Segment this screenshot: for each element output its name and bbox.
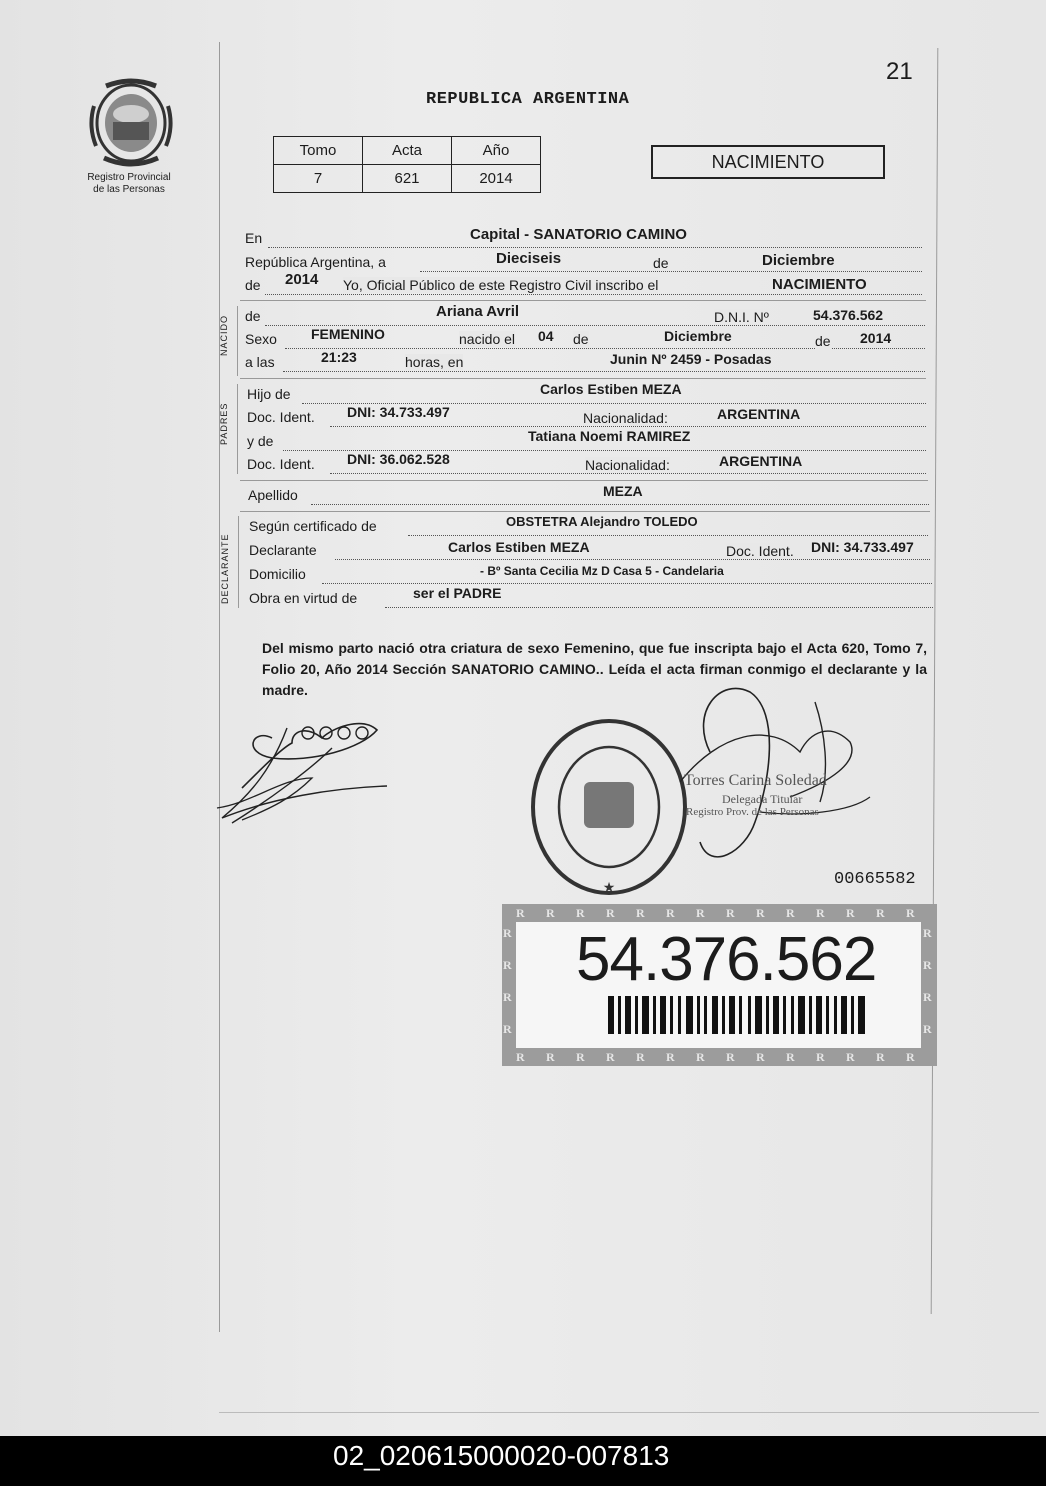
value-padre: Carlos Estiben MEZA [540,381,682,397]
label-y-de: y de [247,433,274,449]
value-declarante: Carlos Estiben MEZA [448,539,590,555]
value-padre-nac: ARGENTINA [717,406,801,422]
label-certificado: Según certificado de [249,518,377,534]
value-declarante-doc: DNI: 34.733.497 [811,539,914,555]
value-hora: 21:23 [321,349,357,365]
svg-text:★: ★ [602,879,616,895]
value-birth-year: 2014 [860,330,892,346]
value-domicilio: - Bº Santa Cecilia Mz D Casa 5 - Candelaria [480,564,724,578]
value-dni: 54.376.562 [813,307,884,323]
sticker-number: 54.376.562 [576,925,877,994]
value-tomo: 7 [274,165,363,193]
sticker-pattern-letter: R [636,906,645,920]
sticker-pattern-letter: R [726,906,735,920]
sticker-pattern-letter: R [816,1050,825,1064]
sticker-pattern-letter: R [636,1050,645,1064]
sticker-pattern-letter: R [846,906,855,920]
label-hijo-de: Hijo de [247,386,291,402]
section-label-declarante: DECLARANTE [220,533,230,604]
official-office: Registro Prov. de las Personas [686,806,819,818]
sticker-pattern-letter: R [756,1050,765,1064]
serial-number: 00665582 [834,870,916,889]
label-de-nombre: de [245,308,261,324]
province-emblem [86,76,176,168]
section-bracket [237,384,238,474]
barcode [608,996,868,1034]
sticker-pattern-letter: R [576,1050,585,1064]
document-title: REPUBLICA ARGENTINA [426,90,630,109]
label-de-year2: de [815,333,831,349]
dotted-line [322,582,932,584]
bottom-paper-edge [219,1412,1039,1413]
value-month: Diciembre [762,252,835,269]
sticker-pattern-letter: R [516,906,525,920]
sticker-pattern-letter: R [923,926,932,940]
sticker-pattern-letter: R [906,906,915,920]
label-nacionalidad-padre: Nacionalidad: [583,410,668,426]
header-acta: Acta [363,137,452,165]
official-name: Torres Carina Soledad [684,772,827,789]
dotted-line [265,293,922,295]
label-doc-ident-madre: Doc. Ident. [247,456,315,472]
label-dni: D.N.I. Nº [714,309,769,325]
section-bracket [238,516,239,608]
dni-sticker [502,904,937,1066]
emblem-caption: Registro Provincial de las Personas [87,172,171,195]
record-table-header-row [274,137,541,165]
label-doc-ident-declarante: Doc. Ident. [726,543,794,559]
section-label-padres: PADRES [219,402,229,445]
value-lugar: Junin Nº 2459 - Posadas [610,351,772,367]
value-nombre: Ariana Avril [436,303,520,320]
label-a-las: a las [245,354,275,370]
sticker-pattern-letter: R [816,906,825,920]
sticker-pattern-letter: R [923,990,932,1004]
value-padre-doc: DNI: 34.733.497 [347,404,450,420]
sticker-pattern-letter: R [906,1050,915,1064]
value-birth-day: 04 [538,328,554,344]
declarant-signature [212,708,402,833]
section-separator [240,300,926,301]
sticker-pattern-letter: R [576,906,585,920]
sticker-pattern-letter: R [876,1050,885,1064]
sticker-pattern-letter: R [546,1050,555,1064]
sticker-pattern-letter: R [696,1050,705,1064]
section-separator [240,378,926,379]
sticker-pattern-letter: R [756,906,765,920]
value-acta: 621 [363,165,452,193]
sticker-pattern-letter: R [786,1050,795,1064]
label-obra: Obra en virtud de [249,590,358,606]
observations-paragraph: Del mismo parto nació otra criatura de sexo Femenino, que fue inscripta bajo el Acta 620, Tomo 7, Folio 20, Año 2014 Sección SANATORIO CAMINO.. Leída el acta firman conmigo el declarante y la madre. [262,640,927,698]
sticker-pattern-letter: R [923,958,932,972]
left-margin-line [219,42,220,1332]
sticker-pattern-letter: R [666,1050,675,1064]
section-bracket [237,306,238,376]
sticker-pattern-letter: R [503,990,512,1004]
section-separator [240,511,930,512]
footer-code: 02_020615000020-007813 [333,1440,670,1471]
sticker-pattern-letter: R [503,926,512,940]
value-sexo: FEMENINO [311,326,385,342]
page-number: 21 [886,58,913,85]
label-horas-en: horas, en [405,354,464,370]
header-anio: Año [452,137,541,165]
value-day: Dieciseis [496,250,562,267]
dotted-line [311,503,929,505]
sticker-pattern-letter: R [696,906,705,920]
label-apellido: Apellido [248,487,298,503]
value-en: Capital - SANATORIO CAMINO [470,226,687,243]
value-apellido: MEZA [603,483,643,499]
sticker-pattern-letter: R [876,906,885,920]
label-nacido-el: nacido el [459,331,516,347]
dotted-line [385,606,933,608]
sticker-pattern-letter: R [606,906,615,920]
value-madre-doc: DNI: 36.062.528 [347,451,450,467]
label-doc-ident-padre: Doc. Ident. [247,409,315,425]
official-role: Delegada Titular [722,792,803,806]
value-madre: Tatiana Noemi RAMIREZ [528,428,691,444]
section-separator [240,480,928,481]
value-anio: 2014 [452,165,541,193]
section-label-nacido: NACIDO [219,314,229,356]
sticker-pattern-letter: R [923,1022,932,1036]
label-nacionalidad-madre: Nacionalidad: [585,457,670,473]
dotted-line [283,370,925,372]
value-year: 2014 [285,271,319,288]
dotted-line [420,270,922,272]
label-de-month: de [573,331,589,347]
value-certificado: OBSTETRA Alejandro TOLEDO [506,514,698,529]
dotted-line [408,534,928,536]
sticker-pattern-letter: R [503,958,512,972]
sticker-pattern-letter: R [726,1050,735,1064]
record-table-value-row [274,165,541,193]
dotted-line [268,246,922,248]
label-republica: República Argentina, a [245,254,386,270]
record-table [273,136,541,193]
sticker-pattern-letter: R [546,906,555,920]
label-de-year: de [245,277,261,293]
label-en: En [245,230,263,246]
value-birth-month: Diciembre [664,328,732,344]
value-obra: ser el PADRE [413,585,502,601]
sticker-pattern-letter: R [666,906,675,920]
value-inscribo: NACIMIENTO [772,276,867,293]
label-de: de [653,255,669,271]
sticker-inner [516,922,921,1048]
dotted-line [335,558,930,560]
text-yo-oficial: Yo, Oficial Público de este Registro Civil inscribo el [343,277,659,293]
sticker-pattern-letter: R [606,1050,615,1064]
sticker-pattern-letter: R [846,1050,855,1064]
label-declarante: Declarante [249,542,317,558]
record-type-box: NACIMIENTO [651,145,885,179]
sticker-pattern-letter: R [503,1022,512,1036]
value-madre-nac: ARGENTINA [719,453,803,469]
label-domicilio: Domicilio [249,566,306,582]
header-tomo: Tomo [274,137,363,165]
sticker-pattern-letter: R [516,1050,525,1064]
label-sexo: Sexo [245,331,277,347]
sticker-pattern-letter: R [786,906,795,920]
